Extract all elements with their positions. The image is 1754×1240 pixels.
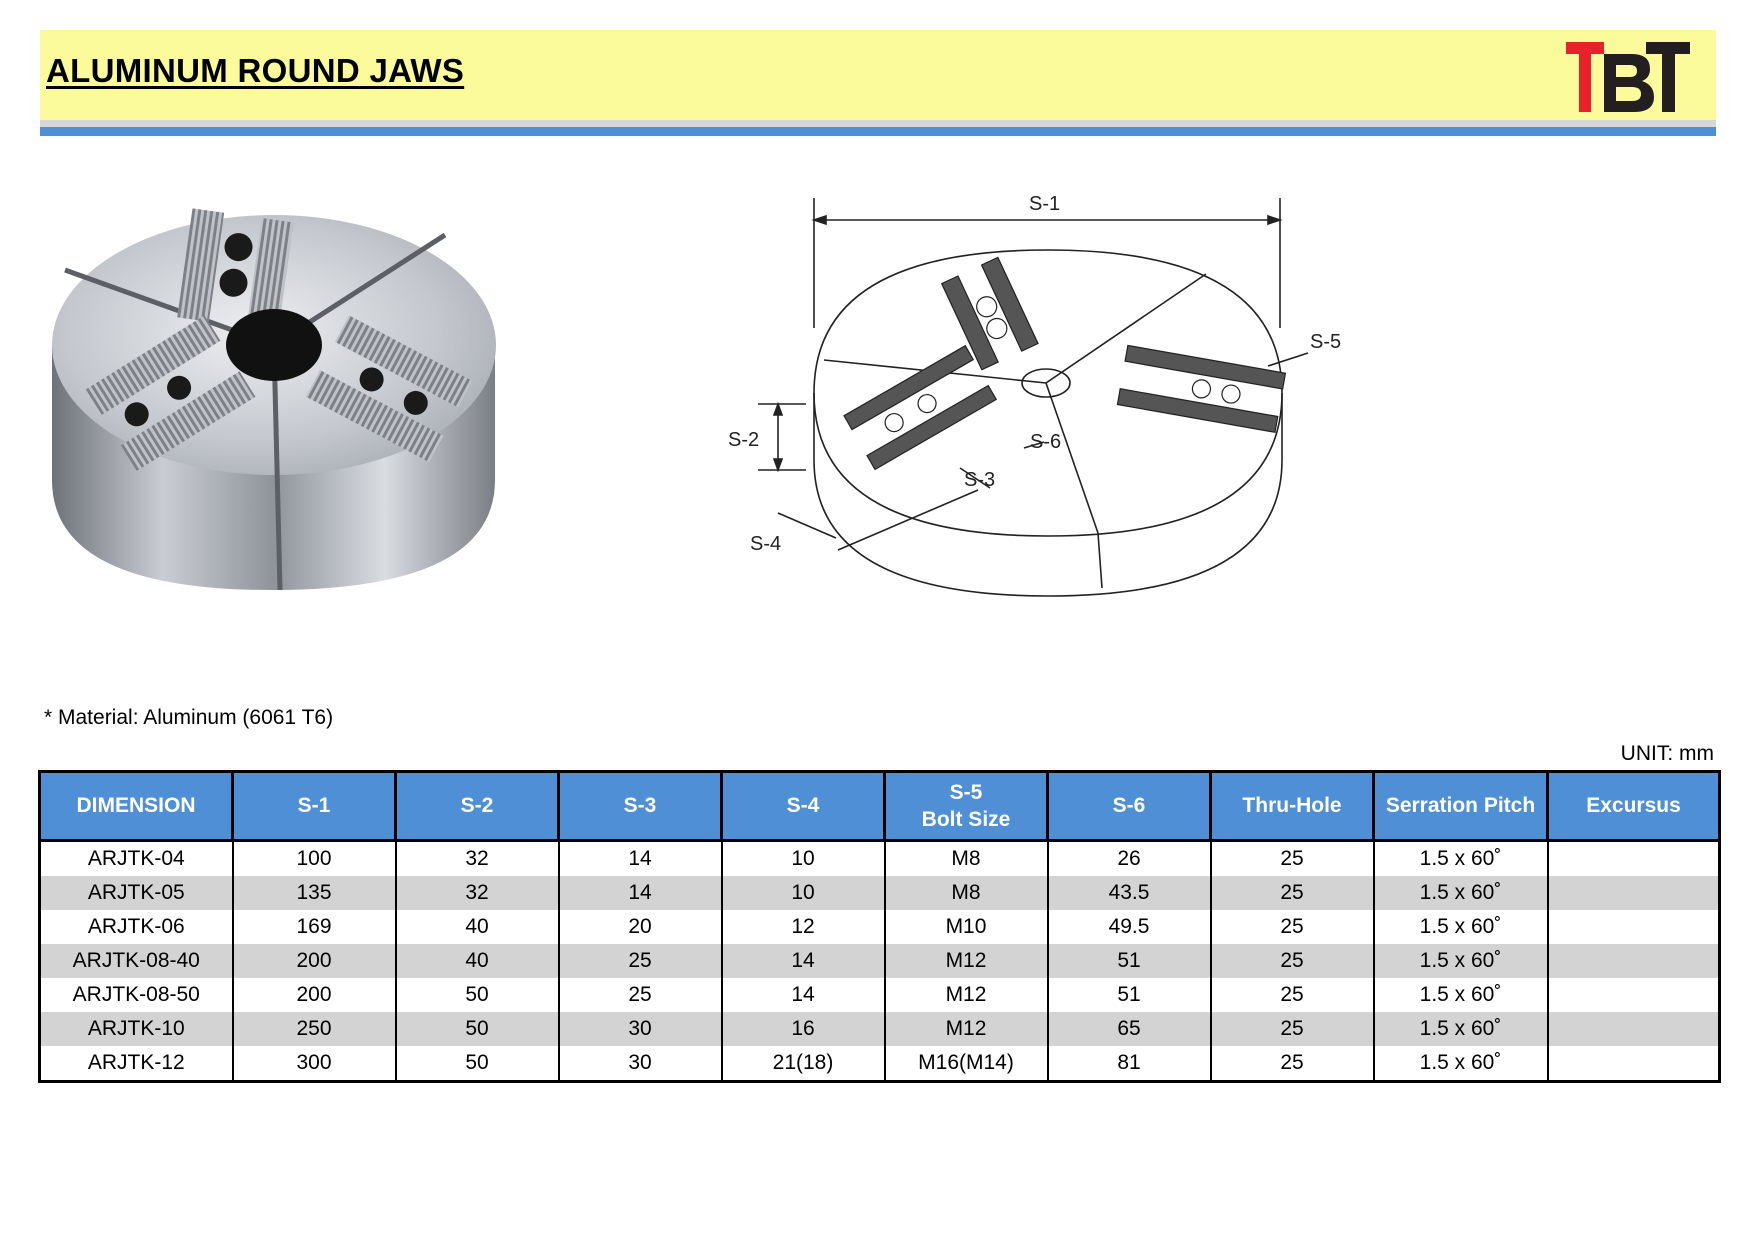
page-title: ALUMINUM ROUND JAWS <box>46 52 465 89</box>
drawing-label-s6: S-6 <box>1030 431 1062 453</box>
table-cell: M8 <box>885 876 1048 910</box>
table-cell: 1.5 x 60˚ <box>1374 841 1548 877</box>
table-cell: 1.5 x 60˚ <box>1374 944 1548 978</box>
table-cell: 26 <box>1048 841 1211 877</box>
table-cell: 30 <box>559 1012 722 1046</box>
table-row <box>40 978 1720 1012</box>
table-cell: 16 <box>722 1012 885 1046</box>
model-cell: ARJTK-05 <box>40 876 233 910</box>
table-cell <box>1548 876 1720 910</box>
table-header <box>40 772 1720 841</box>
table-cell <box>1548 944 1720 978</box>
drawing-label-s1: S-1 <box>1029 193 1061 215</box>
column-header-label: S-5 <box>949 780 983 804</box>
column-header-label: S-3 <box>623 794 657 818</box>
table-row <box>40 876 1720 910</box>
table-cell: 25 <box>559 978 722 1012</box>
table-cell: 12 <box>722 910 885 944</box>
header-divider-blue <box>40 127 1716 136</box>
column-header-sublabel: Bolt Size <box>921 808 1011 831</box>
table-cell: 25 <box>1211 876 1374 910</box>
table-cell: 14 <box>722 944 885 978</box>
table-cell: 25 <box>1211 1046 1374 1082</box>
column-header <box>559 772 722 841</box>
table-cell: 51 <box>1048 978 1211 1012</box>
product-photo <box>40 195 520 625</box>
unit-label: UNIT: mm <box>1620 742 1714 765</box>
table-cell: 43.5 <box>1048 876 1211 910</box>
table-cell: 250 <box>233 1012 396 1046</box>
table-body <box>40 841 1720 1082</box>
column-header <box>40 772 233 841</box>
table-cell <box>1548 910 1720 944</box>
table-cell: 50 <box>396 1046 559 1082</box>
table-cell: 1.5 x 60˚ <box>1374 978 1548 1012</box>
table-cell: M8 <box>885 841 1048 877</box>
table-cell: 1.5 x 60˚ <box>1374 1012 1548 1046</box>
table-cell: 25 <box>1211 910 1374 944</box>
model-cell: ARJTK-08-50 <box>40 978 233 1012</box>
column-header-label: Excursus <box>1586 794 1681 818</box>
table-cell: 1.5 x 60˚ <box>1374 876 1548 910</box>
table-cell: 81 <box>1048 1046 1211 1082</box>
column-header-label: S-4 <box>786 794 820 818</box>
model-cell: ARJTK-08-40 <box>40 944 233 978</box>
column-header <box>722 772 885 841</box>
column-header <box>1548 772 1720 841</box>
table-cell: 200 <box>233 978 396 1012</box>
table-cell: 25 <box>1211 841 1374 877</box>
model-cell: ARJTK-10 <box>40 1012 233 1046</box>
column-header <box>1211 772 1374 841</box>
model-cell: ARJTK-04 <box>40 841 233 877</box>
spec-table <box>38 770 1721 1083</box>
table-cell: 65 <box>1048 1012 1211 1046</box>
table-cell: 49.5 <box>1048 910 1211 944</box>
drawing-label-s4: S-4 <box>750 533 782 555</box>
column-header-label: DIMENSION <box>76 794 196 818</box>
table-cell <box>1548 1046 1720 1082</box>
table-cell: M10 <box>885 910 1048 944</box>
column-header-label: Serration Pitch <box>1385 794 1536 818</box>
drawing-label-s2: S-2 <box>728 429 760 451</box>
table-row <box>40 910 1720 944</box>
drawing-label-s3: S-3 <box>964 469 996 491</box>
table-cell: 10 <box>722 876 885 910</box>
table-cell: 200 <box>233 944 396 978</box>
table-cell: 50 <box>396 1012 559 1046</box>
table-cell: 1.5 x 60˚ <box>1374 910 1548 944</box>
column-header <box>885 772 1048 841</box>
table-cell <box>1548 978 1720 1012</box>
model-cell: ARJTK-06 <box>40 910 233 944</box>
table-cell: 100 <box>233 841 396 877</box>
table-cell: 30 <box>559 1046 722 1082</box>
table-row <box>40 944 1720 978</box>
technical-drawing <box>728 178 1388 618</box>
table-cell: 51 <box>1048 944 1211 978</box>
table-cell: 32 <box>396 841 559 877</box>
table-row <box>40 841 1720 877</box>
column-header <box>1374 772 1548 841</box>
column-header <box>1048 772 1211 841</box>
table-cell: 14 <box>722 978 885 1012</box>
table-row <box>40 1046 1720 1082</box>
table-cell: 14 <box>559 841 722 877</box>
table-cell: 25 <box>1211 1012 1374 1046</box>
model-cell: ARJTK-12 <box>40 1046 233 1082</box>
table-cell: M16(M14) <box>885 1046 1048 1082</box>
table-cell: M12 <box>885 978 1048 1012</box>
table-cell: 25 <box>1211 944 1374 978</box>
table-cell <box>1548 1012 1720 1046</box>
drawing-label-s5: S-5 <box>1310 331 1342 353</box>
table-row <box>40 1012 1720 1046</box>
table-cell: 32 <box>396 876 559 910</box>
column-header-label: Thru-Hole <box>1242 794 1342 818</box>
column-header <box>396 772 559 841</box>
table-cell: 20 <box>559 910 722 944</box>
table-cell: 14 <box>559 876 722 910</box>
column-header-label: S-2 <box>460 794 494 818</box>
column-header-label: S-6 <box>1112 794 1146 818</box>
table-cell: M12 <box>885 944 1048 978</box>
table-cell: 25 <box>559 944 722 978</box>
table-cell: 135 <box>233 876 396 910</box>
table-cell: 1.5 x 60˚ <box>1374 1046 1548 1082</box>
tbt-logo <box>1566 40 1690 116</box>
table-cell: 40 <box>396 910 559 944</box>
table-cell: M12 <box>885 1012 1048 1046</box>
header-divider-gray <box>40 120 1716 127</box>
column-header-label: S-1 <box>297 794 331 818</box>
table-cell <box>1548 841 1720 877</box>
table-cell: 50 <box>396 978 559 1012</box>
table-cell: 21(18) <box>722 1046 885 1082</box>
table-cell: 25 <box>1211 978 1374 1012</box>
material-note: * Material: Aluminum (6061 T6) <box>44 706 334 729</box>
table-cell: 10 <box>722 841 885 877</box>
table-cell: 300 <box>233 1046 396 1082</box>
table-cell: 169 <box>233 910 396 944</box>
table-cell: 40 <box>396 944 559 978</box>
column-header <box>233 772 396 841</box>
